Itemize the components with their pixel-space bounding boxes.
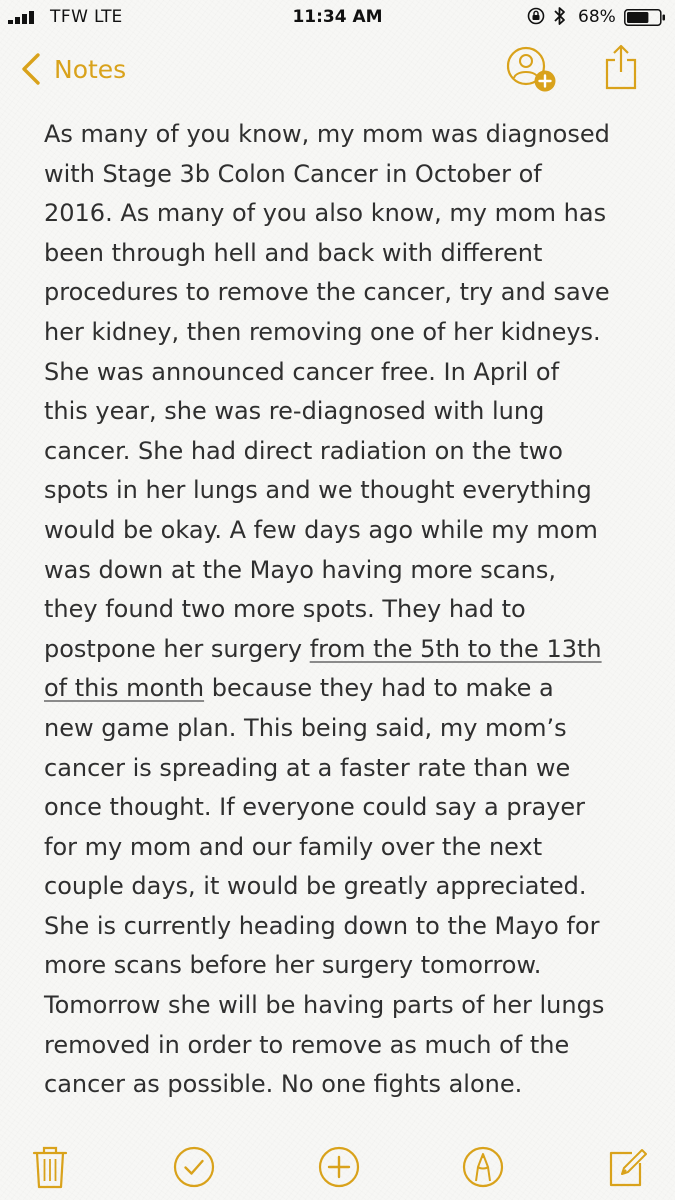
note-line: cancer as possible. No one fights alone. xyxy=(44,1070,523,1099)
checklist-icon[interactable] xyxy=(170,1143,218,1191)
back-to-notes-button[interactable] xyxy=(20,48,126,90)
note-line: more scans before her surgery tomorrow. xyxy=(44,951,542,980)
add-people-icon[interactable] xyxy=(502,44,560,94)
note-line: for my mom and our family over the next xyxy=(44,832,543,861)
navigation-bar xyxy=(0,38,675,102)
trash-icon[interactable] xyxy=(26,1143,74,1191)
note-line: new game plan. This being said, my mom’s xyxy=(44,713,567,742)
note-body[interactable] xyxy=(44,115,664,1105)
note-line: She is currently heading down to the Mayo for xyxy=(44,911,600,940)
status-bar xyxy=(0,0,675,36)
note-text: because they had to make a xyxy=(204,674,554,703)
note-line: cancer. She had direct radiation on the two xyxy=(44,436,563,465)
note-line: her kidney, then removing one of her kidneys. xyxy=(44,317,601,346)
orientation-lock-icon xyxy=(527,7,545,25)
note-line: cancer is spreading at a faster rate than we xyxy=(44,753,571,782)
note-line: She was announced cancer free. In April of xyxy=(44,357,560,386)
note-line: procedures to remove the cancer, try and save xyxy=(44,278,610,307)
note-line: this year, she was re-diagnosed with lung xyxy=(44,397,545,426)
note-line: they found two more spots. They had to xyxy=(44,595,526,624)
note-line: Tomorrow she will be having parts of her lungs xyxy=(44,991,605,1020)
date-detected-link[interactable]: from the 5th to the 13th xyxy=(309,634,602,663)
note-line: been through hell and back with different xyxy=(44,238,543,267)
note-line: with Stage 3b Colon Cancer in October of xyxy=(44,159,542,188)
carrier-name: TFW xyxy=(50,7,89,27)
chevron-left-icon xyxy=(20,52,42,86)
battery-percent: 68% xyxy=(578,7,616,27)
battery-icon xyxy=(624,9,666,26)
date-detected-link[interactable]: of this month xyxy=(44,674,205,703)
note-line: couple days, it would be greatly appreciated. xyxy=(44,872,587,901)
note-text: postpone her surgery xyxy=(44,634,310,663)
markup-icon[interactable] xyxy=(459,1143,507,1191)
back-button-label: Notes xyxy=(54,54,127,84)
clock: 11:34 AM xyxy=(292,7,383,27)
note-line: removed in order to remove as much of the xyxy=(44,1030,570,1059)
note-line: would be okay. A few days ago while my mom xyxy=(44,515,598,544)
note-line xyxy=(44,669,664,709)
note-line: once thought. If everyone could say a prayer xyxy=(44,793,586,822)
note-line: 2016. As many of you also know, my mom has xyxy=(44,199,607,228)
compose-icon[interactable] xyxy=(602,1143,650,1191)
note-line xyxy=(44,630,664,670)
note-line: was down at the Mayo having more scans, xyxy=(44,555,556,584)
share-icon[interactable] xyxy=(604,42,638,92)
network-type: LTE xyxy=(94,7,123,27)
add-icon[interactable] xyxy=(315,1143,363,1191)
bluetooth-icon xyxy=(554,6,566,26)
note-line: spots in her lungs and we thought everything xyxy=(44,476,592,505)
note-line: As many of you know, my mom was diagnosed xyxy=(44,120,610,148)
bottom-toolbar xyxy=(0,1140,675,1200)
